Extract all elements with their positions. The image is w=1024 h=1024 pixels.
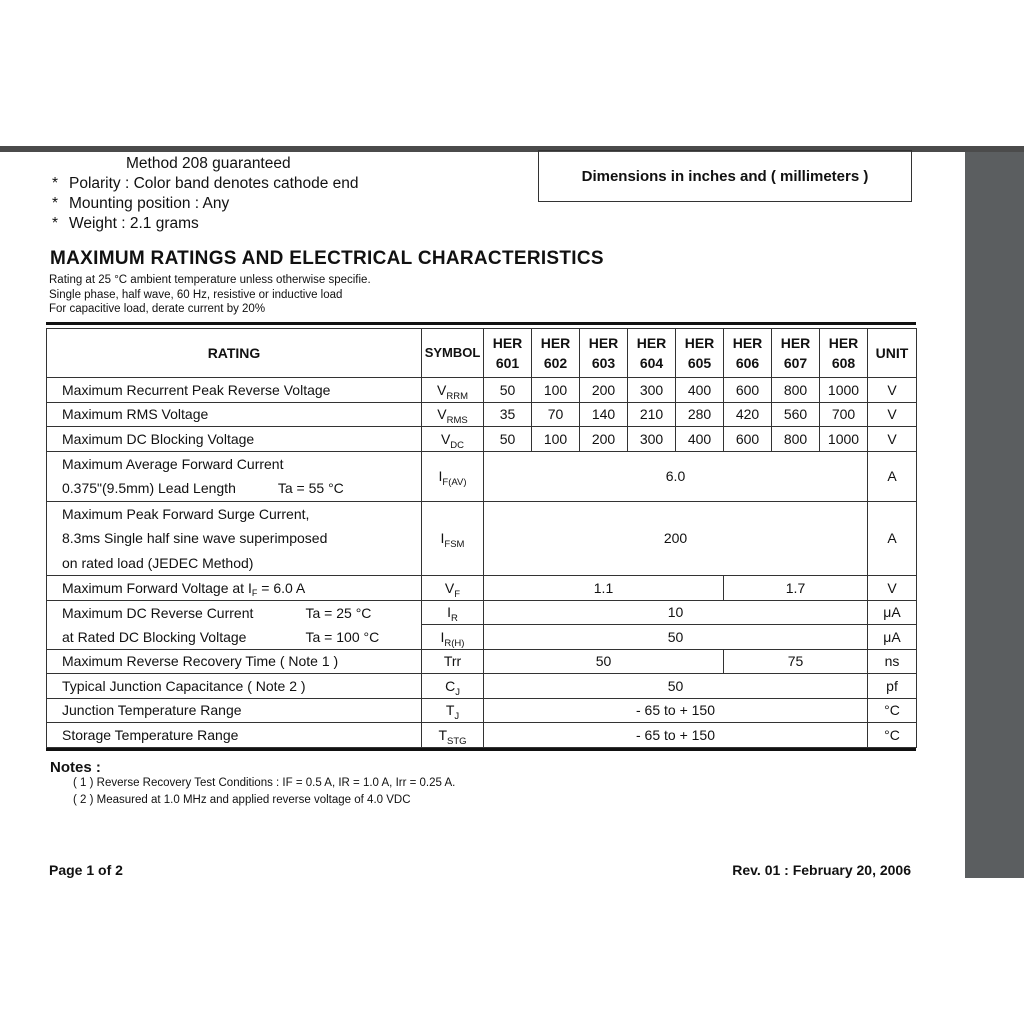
part-header: HER 604 (628, 329, 676, 378)
value-cell: 200 (484, 501, 868, 576)
condition-line: For capacitive load, derate current by 20% (49, 303, 266, 315)
rating-label: at Rated DC Blocking Voltage Ta = 100 °C (47, 625, 422, 650)
value-cell: - 65 to + 150 (484, 698, 868, 723)
symbol-cell: $V_{DC}$ (422, 427, 484, 452)
table-bottom-rule (46, 748, 916, 751)
rating-label: Typical Junction Capacitance ( Note 2 ) (47, 674, 422, 699)
note-1: ( 1 ) Reverse Recovery Test Conditions : IF = 0.5 A, IR = 1.0 A, Irr = 0.25 A. (73, 777, 456, 789)
symbol-cell: $C_J$ (422, 674, 484, 699)
symbol-cell: $V_F$ (422, 576, 484, 601)
value-cell: 10 (484, 600, 868, 625)
part-header: HER 601 (484, 329, 532, 378)
unit-cell: °C (868, 698, 917, 723)
symbol-cell: $T_{STG}$ (422, 723, 484, 748)
unit-cell: V (868, 576, 917, 601)
value-cell: 70 (532, 402, 580, 427)
value-cell: 400 (676, 378, 724, 403)
unit-cell: A (868, 451, 917, 501)
table-row-vrms (47, 402, 917, 427)
value-cell: 300 (628, 427, 676, 452)
dimensions-box: Dimensions in inches and ( millimeters ) (538, 150, 912, 202)
part-header: HER 603 (580, 329, 628, 378)
rating-label: Maximum RMS Voltage (47, 402, 422, 427)
rating-label: Maximum Forward Voltage at $I_F = 6.0$ A (47, 576, 422, 601)
value-cell: 50 (484, 649, 724, 674)
table-row-vf (47, 576, 917, 601)
ratings-table (46, 328, 917, 748)
symbol-cell: $I_{FSM}$ (422, 501, 484, 576)
value-cell: 600 (724, 378, 772, 403)
rating-label: Maximum DC Reverse Current Ta = 25 °C (47, 600, 422, 625)
value-cell: 50 (484, 378, 532, 403)
value-cell: 400 (676, 427, 724, 452)
document-page (0, 152, 965, 878)
unit-cell: V (868, 427, 917, 452)
rating-label: Junction Temperature Range (47, 698, 422, 723)
rating-label: Maximum Peak Forward Surge Current, 8.3ms Single half sine wave superimposed on rated load (JEDEC Method) (47, 501, 422, 576)
value-cell: 1.7 (724, 576, 868, 601)
value-cell: 420 (724, 402, 772, 427)
part-header: HER 608 (820, 329, 868, 378)
table-row-cj (47, 674, 917, 699)
note-2: ( 2 ) Measured at 1.0 MHz and applied reverse voltage of 4.0 VDC (73, 794, 411, 806)
value-cell: 6.0 (484, 451, 868, 501)
table-row-irh (47, 625, 917, 650)
value-cell: 35 (484, 402, 532, 427)
value-cell: 1000 (820, 378, 868, 403)
feature-list (52, 154, 359, 234)
unit-cell: V (868, 378, 917, 403)
symbol-cell: $V_{RRM}$ (422, 378, 484, 403)
value-cell: - 65 to + 150 (484, 723, 868, 748)
value-cell: 140 (580, 402, 628, 427)
symbol-cell: $I_{F(AV)}$ (422, 451, 484, 501)
value-cell: 300 (628, 378, 676, 403)
unit-cell: A (868, 501, 917, 576)
value-cell: 200 (580, 427, 628, 452)
table-row-tj (47, 698, 917, 723)
symbol-cell: $I_R$ (422, 600, 484, 625)
unit-header: UNIT (868, 329, 917, 378)
condition-line: Rating at 25 °C ambient temperature unless otherwise specifie. (49, 274, 371, 286)
rating-conditions (49, 273, 371, 317)
value-cell: 50 (484, 674, 868, 699)
value-cell: 50 (484, 625, 868, 650)
symbol-cell: $V_{RMS}$ (422, 402, 484, 427)
rating-label: Maximum Reverse Recovery Time ( Note 1 ) (47, 649, 422, 674)
feature-polarity: * Polarity : Color band denotes cathode end (52, 175, 359, 192)
viewer-scrollbar[interactable] (965, 152, 1024, 878)
part-header: HER 602 (532, 329, 580, 378)
table-row-vrrm (47, 378, 917, 403)
unit-cell: V (868, 402, 917, 427)
feature-method: Method 208 guaranteed (126, 155, 291, 172)
table-row-ir (47, 600, 917, 625)
condition-line: Single phase, half wave, 60 Hz, resistive or inductive load (49, 288, 343, 301)
notes-title: Notes : (50, 759, 101, 776)
rating-label: Maximum Average Forward Current 0.375"(9.5mm) Lead Length Ta = 55 °C (47, 451, 422, 501)
symbol-cell: $T_J$ (422, 698, 484, 723)
part-header: HER 607 (772, 329, 820, 378)
rating-label: Maximum Recurrent Peak Reverse Voltage (47, 378, 422, 403)
part-header: HER 606 (724, 329, 772, 378)
value-cell: 600 (724, 427, 772, 452)
section-title: MAXIMUM RATINGS AND ELECTRICAL CHARACTERISTICS (50, 248, 604, 269)
table-row-ifav (47, 451, 917, 501)
symbol-header: SYMBOL (422, 329, 484, 378)
value-cell: 1.1 (484, 576, 724, 601)
table-row-vdc (47, 427, 917, 452)
feature-mounting: * Mounting position : Any (52, 195, 230, 212)
value-cell: 100 (532, 378, 580, 403)
unit-cell: μA (868, 600, 917, 625)
unit-cell: °C (868, 723, 917, 748)
table-row-trr (47, 649, 917, 674)
unit-cell: μA (868, 625, 917, 650)
value-cell: 100 (532, 427, 580, 452)
symbol-cell: $I_{R(H)}$ (422, 625, 484, 650)
value-cell: 1000 (820, 427, 868, 452)
unit-cell: pf (868, 674, 917, 699)
table-top-rule (46, 322, 916, 325)
table-row-tstg (47, 723, 917, 748)
revision-date: Rev. 01 : February 20, 2006 (732, 862, 911, 878)
value-cell: 200 (580, 378, 628, 403)
table-row-ifsm (47, 501, 917, 576)
value-cell: 800 (772, 378, 820, 403)
symbol-cell: Trr (422, 649, 484, 674)
value-cell: 50 (484, 427, 532, 452)
value-cell: 800 (772, 427, 820, 452)
rating-header: RATING (47, 329, 422, 378)
value-cell: 75 (724, 649, 868, 674)
value-cell: 560 (772, 402, 820, 427)
table-header-row (47, 329, 917, 378)
feature-weight: * Weight : 2.1 grams (52, 215, 199, 232)
unit-cell: ns (868, 649, 917, 674)
part-header: HER 605 (676, 329, 724, 378)
page-number: Page 1 of 2 (49, 862, 123, 878)
value-cell: 700 (820, 402, 868, 427)
rating-label: Storage Temperature Range (47, 723, 422, 748)
value-cell: 280 (676, 402, 724, 427)
rating-label: Maximum DC Blocking Voltage (47, 427, 422, 452)
value-cell: 210 (628, 402, 676, 427)
